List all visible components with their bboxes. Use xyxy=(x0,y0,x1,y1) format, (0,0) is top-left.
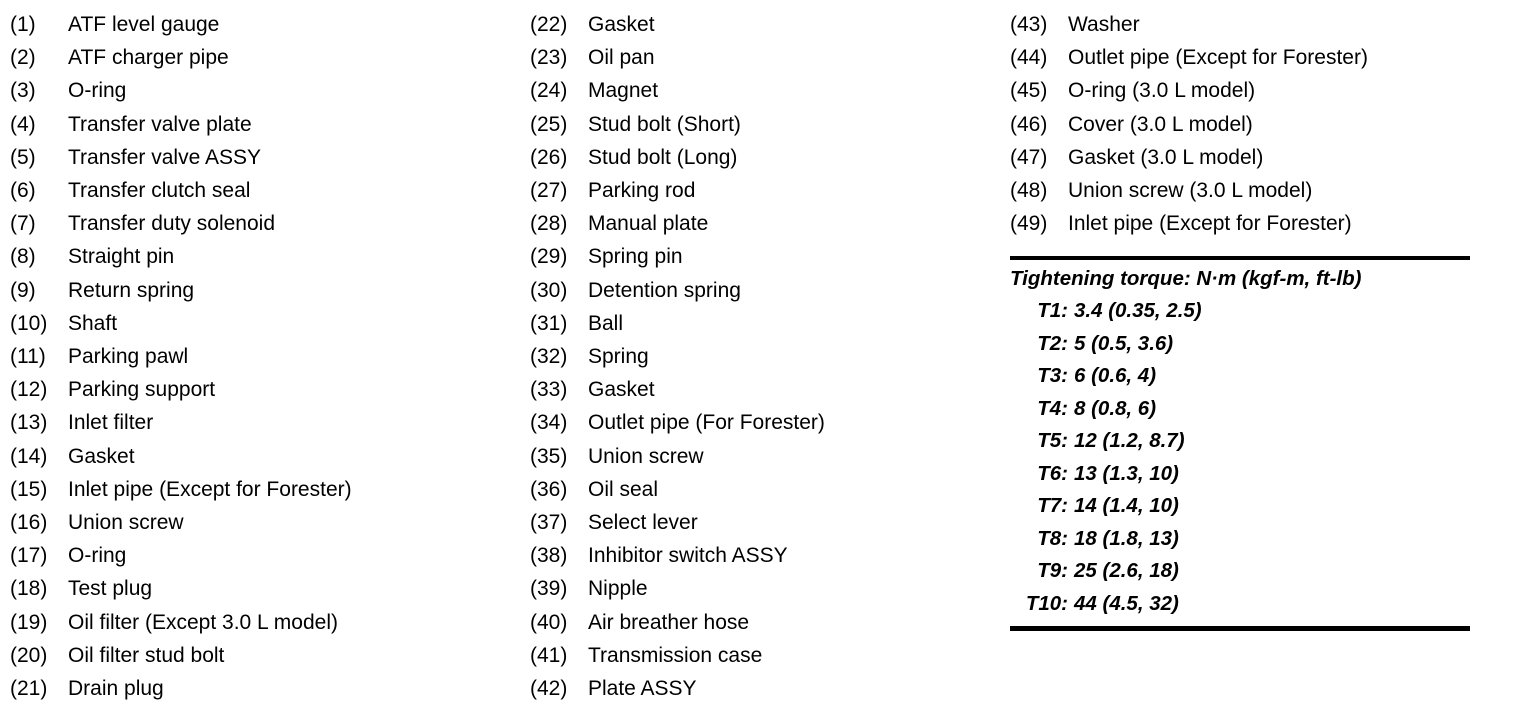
item-label: Oil filter (Except 3.0 L model) xyxy=(68,610,338,634)
list-item xyxy=(10,174,520,207)
list-item xyxy=(1010,108,1520,141)
torque-value: 25 (2.6, 18) xyxy=(1074,559,1179,583)
item-number: (11) xyxy=(10,345,46,369)
list-item xyxy=(530,672,1000,705)
list-item xyxy=(530,606,1000,639)
item-number: (17) xyxy=(10,544,48,568)
item-number: (21) xyxy=(10,677,48,701)
torque-value: 13 (1.3, 10) xyxy=(1074,461,1179,485)
item-label: O-ring xyxy=(68,544,127,568)
list-item xyxy=(530,74,1000,107)
item-number: (20) xyxy=(10,643,48,667)
torque-key: T2: xyxy=(1037,331,1068,355)
torque-value: 8 (0.8, 6) xyxy=(1074,396,1157,420)
item-label: Parking pawl xyxy=(68,345,189,369)
item-number: (30) xyxy=(530,278,568,302)
torque-row xyxy=(1010,295,1470,328)
item-label: Gasket (3.0 L model) xyxy=(1068,145,1264,169)
list-item xyxy=(530,406,1000,439)
list-item xyxy=(1010,41,1520,74)
item-number: (41) xyxy=(530,643,568,667)
item-label: ATF level gauge xyxy=(68,13,220,36)
list-item xyxy=(10,141,520,174)
torque-row xyxy=(1010,588,1470,621)
item-number: (34) xyxy=(530,411,568,435)
list-item xyxy=(530,539,1000,572)
list-item xyxy=(10,473,520,506)
torque-list xyxy=(1010,295,1470,626)
list-item xyxy=(1010,207,1520,240)
list-item xyxy=(10,506,520,539)
item-label: O-ring xyxy=(68,79,127,103)
list-item xyxy=(1010,8,1520,41)
torque-title: Tightening torque: N·m (kgf-m, ft-lb) xyxy=(1010,267,1362,291)
list-item xyxy=(530,373,1000,406)
item-label: Stud bolt (Long) xyxy=(588,145,738,169)
item-label: Plate ASSY xyxy=(588,677,697,701)
item-number: (7) xyxy=(10,212,36,236)
item-label: Test plug xyxy=(68,577,153,601)
torque-row xyxy=(1010,360,1470,393)
torque-key: T4: xyxy=(1037,396,1068,420)
item-number: (46) xyxy=(1010,112,1048,136)
item-label: Air breather hose xyxy=(588,610,750,634)
list-item xyxy=(10,74,520,107)
torque-value: 44 (4.5, 32) xyxy=(1074,591,1179,615)
list-item xyxy=(530,440,1000,473)
torque-key: T5: xyxy=(1037,429,1068,453)
item-number: (27) xyxy=(530,179,568,203)
torque-value: 3.4 (0.35, 2.5) xyxy=(1074,299,1202,323)
item-number: (22) xyxy=(530,13,568,36)
item-number: (3) xyxy=(10,79,36,103)
item-label: Gasket xyxy=(68,444,135,468)
list-item xyxy=(10,373,520,406)
item-number: (36) xyxy=(530,477,568,501)
list-item xyxy=(530,473,1000,506)
list-item xyxy=(10,606,520,639)
list-item xyxy=(530,240,1000,273)
list-item xyxy=(10,672,520,705)
item-number: (40) xyxy=(530,610,568,634)
item-label: Transfer duty solenoid xyxy=(68,212,275,236)
item-label: Oil pan xyxy=(588,46,655,70)
item-label: Union screw (3.0 L model) xyxy=(1068,179,1313,203)
item-number: (48) xyxy=(1010,179,1048,203)
item-label: Oil seal xyxy=(588,477,659,501)
list-item xyxy=(10,274,520,307)
item-number: (31) xyxy=(530,311,568,335)
item-label: Detention spring xyxy=(588,278,741,302)
list-item xyxy=(530,141,1000,174)
item-number: (49) xyxy=(1010,212,1048,236)
item-number: (16) xyxy=(10,511,48,535)
torque-row xyxy=(1010,555,1470,588)
parts-column-3 xyxy=(1000,8,1520,631)
item-label: Select lever xyxy=(588,511,698,535)
item-label: Manual plate xyxy=(588,212,709,236)
item-label: Oil filter stud bolt xyxy=(68,643,225,667)
item-label: Ball xyxy=(588,311,624,335)
item-label: Nipple xyxy=(588,577,648,601)
item-label: ATF charger pipe xyxy=(68,46,229,70)
list-item xyxy=(530,8,1000,41)
parts-columns xyxy=(0,8,1520,705)
item-label: Inlet filter xyxy=(68,411,154,435)
list-item xyxy=(10,41,520,74)
list-item xyxy=(530,506,1000,539)
list-item xyxy=(10,207,520,240)
list-item xyxy=(530,174,1000,207)
item-number: (10) xyxy=(10,311,48,335)
list-item xyxy=(530,572,1000,605)
item-number: (32) xyxy=(530,345,568,369)
item-number: (5) xyxy=(10,145,36,169)
item-label: Parking support xyxy=(68,378,216,402)
item-number: (24) xyxy=(530,79,568,103)
item-label: Gasket xyxy=(588,378,655,402)
item-label: Straight pin xyxy=(68,245,175,269)
torque-box-bottom-rule xyxy=(1010,626,1470,631)
list-item xyxy=(10,108,520,141)
list-item xyxy=(10,240,520,273)
torque-row xyxy=(1010,328,1470,361)
list-item xyxy=(10,639,520,672)
list-item xyxy=(530,274,1000,307)
item-number: (9) xyxy=(10,278,36,302)
item-label: Shaft xyxy=(68,311,118,335)
parts-column-1 xyxy=(0,8,520,705)
item-label: Washer xyxy=(1068,13,1140,36)
torque-row xyxy=(1010,523,1470,556)
item-number: (23) xyxy=(530,46,568,70)
item-label: Transfer valve ASSY xyxy=(68,145,261,169)
item-label: Drain plug xyxy=(68,677,164,701)
list-item xyxy=(530,340,1000,373)
list-item xyxy=(530,207,1000,240)
item-label: Inhibitor switch ASSY xyxy=(588,544,788,568)
item-number: (1) xyxy=(10,13,36,36)
list-item xyxy=(10,8,520,41)
list-item xyxy=(10,307,520,340)
item-number: (43) xyxy=(1010,13,1048,36)
item-number: (6) xyxy=(10,179,36,203)
list-item xyxy=(1010,174,1520,207)
item-label: Transfer valve plate xyxy=(68,112,252,136)
torque-key: T9: xyxy=(1037,559,1068,583)
item-label: Inlet pipe (Except for Forester) xyxy=(1068,212,1352,236)
item-number: (29) xyxy=(530,245,568,269)
item-label: Transfer clutch seal xyxy=(68,179,251,203)
torque-key: T1: xyxy=(1037,299,1068,323)
item-number: (35) xyxy=(530,444,568,468)
torque-key: T10: xyxy=(1025,591,1068,615)
item-number: (47) xyxy=(1010,145,1048,169)
list-item xyxy=(1010,141,1520,174)
item-label: Stud bolt (Short) xyxy=(588,112,741,136)
item-label: Cover (3.0 L model) xyxy=(1068,112,1253,136)
list-item xyxy=(10,539,520,572)
item-number: (19) xyxy=(10,610,48,634)
item-number: (14) xyxy=(10,444,48,468)
item-number: (39) xyxy=(530,577,568,601)
list-item xyxy=(10,572,520,605)
torque-value: 12 (1.2, 8.7) xyxy=(1074,429,1185,453)
torque-value: 14 (1.4, 10) xyxy=(1074,494,1179,518)
torque-key: T6: xyxy=(1037,461,1068,485)
list-item xyxy=(10,406,520,439)
torque-row xyxy=(1010,458,1470,491)
item-label: Union screw xyxy=(588,444,704,468)
list-item xyxy=(10,440,520,473)
list-item xyxy=(530,41,1000,74)
item-label: Spring pin xyxy=(588,245,683,269)
item-label: Union screw xyxy=(68,511,184,535)
item-label: Outlet pipe (For Forester) xyxy=(588,411,825,435)
item-number: (45) xyxy=(1010,79,1048,103)
torque-value: 6 (0.6, 4) xyxy=(1074,364,1157,388)
torque-value: 5 (0.5, 3.6) xyxy=(1074,331,1174,355)
torque-value: 18 (1.8, 13) xyxy=(1074,526,1179,550)
item-label: Magnet xyxy=(588,79,659,103)
list-item xyxy=(1010,74,1520,107)
tightening-torque-box xyxy=(1010,256,1470,631)
item-label: Transmission case xyxy=(588,643,763,667)
item-number: (12) xyxy=(10,378,48,402)
list-item xyxy=(530,639,1000,672)
item-number: (15) xyxy=(10,477,48,501)
item-number: (37) xyxy=(530,511,568,535)
item-label: Gasket xyxy=(588,13,655,36)
list-item xyxy=(10,340,520,373)
item-label: Spring xyxy=(588,345,649,369)
torque-row xyxy=(1010,425,1470,458)
item-number: (4) xyxy=(10,112,36,136)
item-number: (42) xyxy=(530,677,568,701)
torque-row xyxy=(1010,393,1470,426)
list-item xyxy=(530,307,1000,340)
list-item xyxy=(530,108,1000,141)
item-number: (26) xyxy=(530,145,568,169)
item-label: Parking rod xyxy=(588,179,696,203)
item-number: (33) xyxy=(530,378,568,402)
item-number: (8) xyxy=(10,245,36,269)
item-number: (44) xyxy=(1010,46,1048,70)
torque-key: T7: xyxy=(1037,494,1068,518)
item-label: Outlet pipe (Except for Forester) xyxy=(1068,46,1368,70)
parts-column-2 xyxy=(520,8,1000,705)
torque-key: T3: xyxy=(1037,364,1068,388)
item-number: (38) xyxy=(530,544,568,568)
item-label: O-ring (3.0 L model) xyxy=(1068,79,1256,103)
item-number: (2) xyxy=(10,46,36,70)
torque-key: T8: xyxy=(1037,526,1068,550)
item-number: (18) xyxy=(10,577,48,601)
item-number: (25) xyxy=(530,112,568,136)
torque-row xyxy=(1010,490,1470,523)
item-label: Return spring xyxy=(68,278,195,302)
item-number: (13) xyxy=(10,411,48,435)
item-number: (28) xyxy=(530,212,568,236)
item-label: Inlet pipe (Except for Forester) xyxy=(68,477,352,501)
